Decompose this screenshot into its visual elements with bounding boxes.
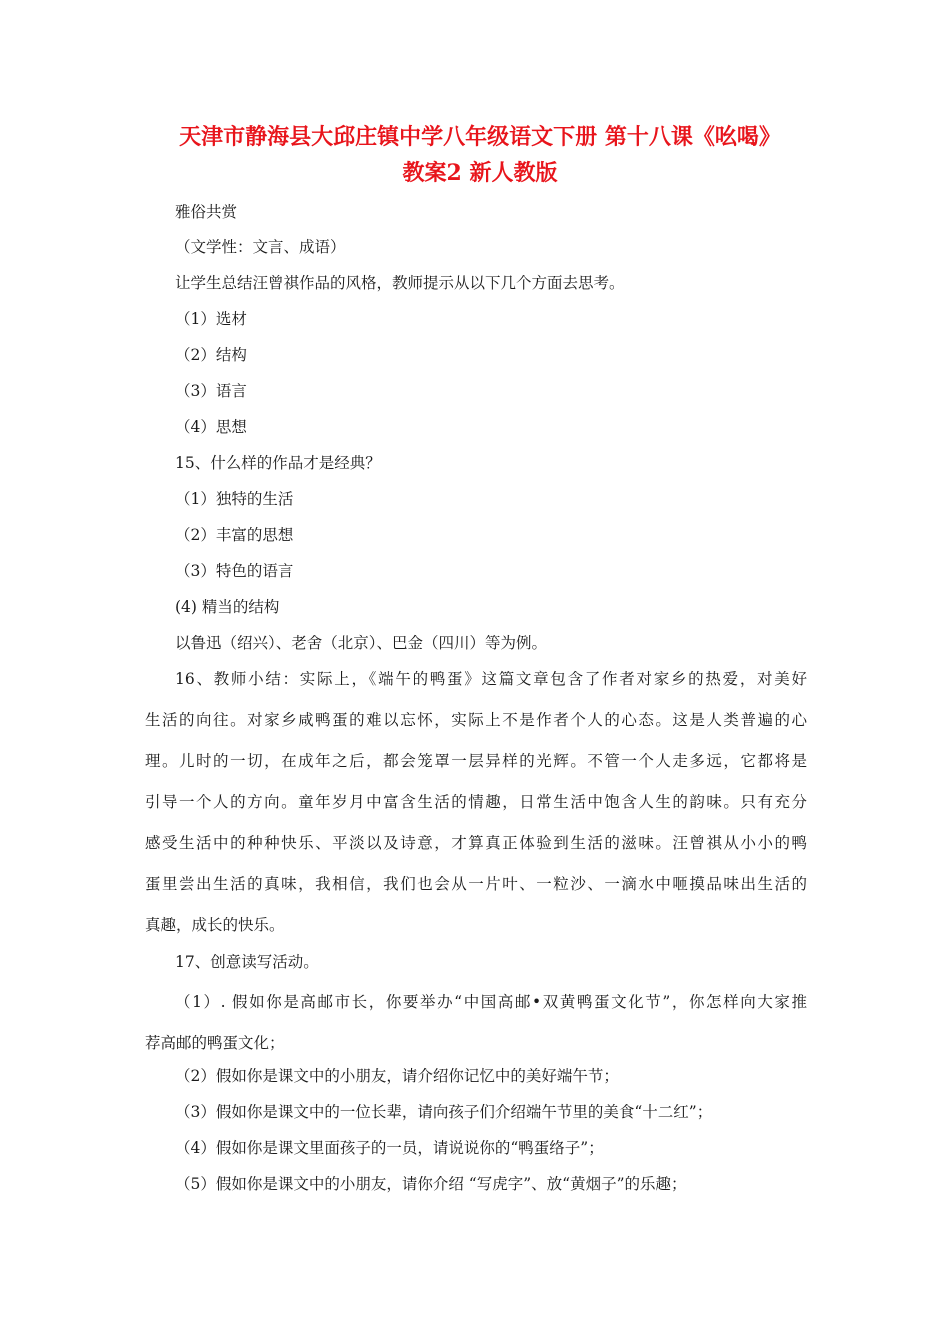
paragraph-line: 理。儿时的一切，在成年之后，都会笼罩一层异样的光辉。不管一个人走多远，它都将是 [145,752,807,770]
text-line: （文学性：文言、成语） [175,238,346,256]
list-item: （2）结构 [175,346,247,364]
paragraph-line: 引导一个人的方向。童年岁月中富含生活的情趣，日常生活中饱含人生的韵味。只有充分 [145,793,807,811]
list-item: （1）独特的生活 [175,490,294,508]
list-item: (4) 精当的结构 [175,598,280,616]
paragraph-line: 16、教师小结：实际上，《端午的鸭蛋》这篇文章包含了作者对家乡的热爱，对美好 [175,670,807,688]
paragraph-line: 生活的向往。对家乡咸鸭蛋的难以忘怀，实际上不是作者个人的心态。这是人类普遍的心 [145,711,807,729]
document-title-line-2: 教案2 新人教版 [402,160,558,186]
activity-item: （5）假如你是课文中的小朋友，请你介绍 “写虎字”、放“黄烟子”的乐趣； [175,1175,687,1193]
activity-item-continued: 荐高邮的鸭蛋文化； [145,1034,285,1052]
activity-item: （2）假如你是课文中的小朋友，请介绍你记忆中的美好端午节； [175,1067,619,1085]
activity-item: （3）假如你是课文中的一位长辈，请向孩子们介绍端午节里的美食“十二红”； [175,1103,713,1121]
activity-item: （1）. 假如你是高邮市长，你要举办“中国高邮•双黄鸭蛋文化节”，你怎样向大家推 [175,993,807,1011]
document-title-line-1: 天津市静海县大邱庄镇中学八年级语文下册 第十八课《吆喝》 [179,124,781,150]
question-heading: 15、什么样的作品才是经典？ [175,454,381,472]
paragraph-line: 蛋里尝出生活的真味，我相信，我们也会从一片叶、一粒沙、一滴水中咂摸品味出生活的 [145,875,807,893]
list-item: （1）选材 [175,310,247,328]
list-item: （4）思想 [175,418,247,436]
question-heading: 17、创意读写活动。 [175,953,319,971]
text-line: 让学生总结汪曾祺作品的风格，教师提示从以下几个方面去思考。 [175,274,625,292]
activity-item: （4）假如你是课文里面孩子的一员，请说说你的“鸭蛋络子”； [175,1139,604,1157]
list-item: （3）特色的语言 [175,562,294,580]
paragraph-line: 感受生活中的种种快乐、平淡以及诗意，才算真正体验到生活的滋味。汪曾祺从小小的鸭 [145,834,807,852]
list-item: （2）丰富的思想 [175,526,294,544]
section-heading: 雅俗共赏 [175,203,238,221]
text-line: 以鲁迅（绍兴）、老舍（北京）、巴金（四川）等为例。 [175,634,548,652]
list-item: （3）语言 [175,382,247,400]
paragraph-line: 真趣，成长的快乐。 [145,916,285,934]
